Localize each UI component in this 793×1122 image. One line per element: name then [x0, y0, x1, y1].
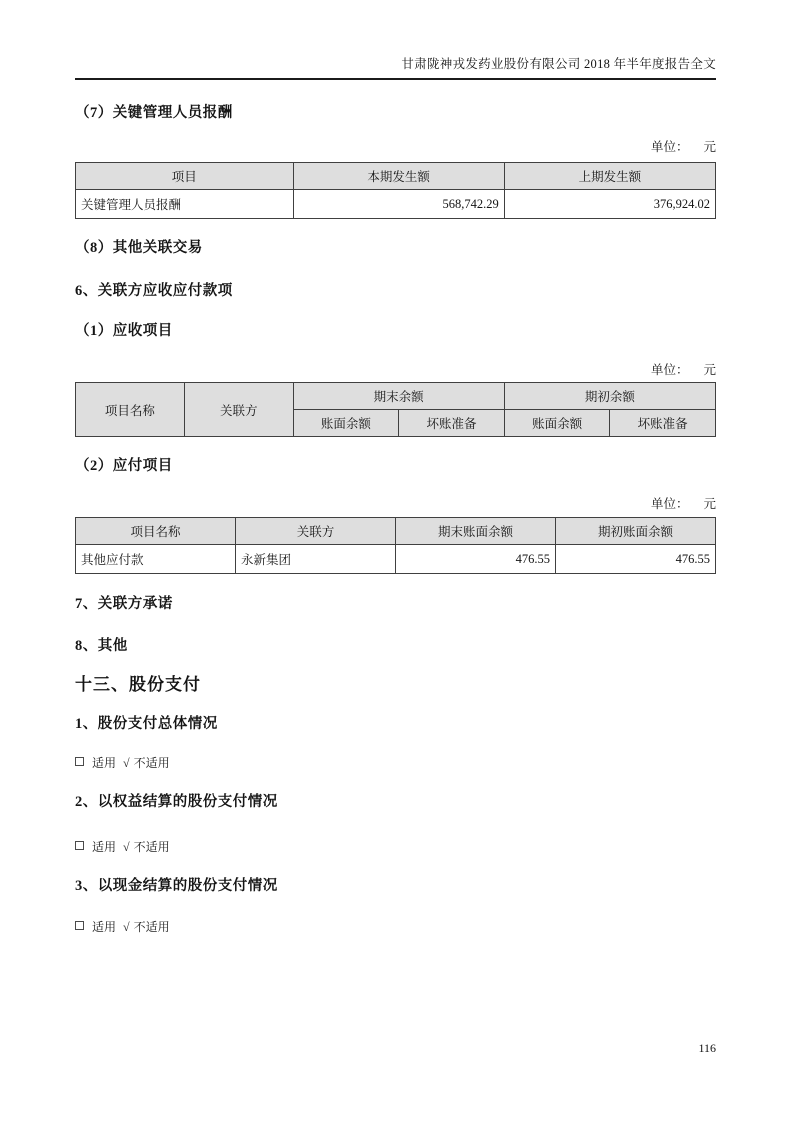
cell-ending-balance: 476.55: [396, 545, 556, 574]
checkbox-icon: [75, 921, 84, 930]
unit-value: 元: [703, 140, 716, 154]
subsection-heading-equity-settled: 2、以权益结算的股份支付情况: [75, 794, 278, 810]
payables-table: [75, 517, 716, 574]
col-group-beginning-balance: 期初余额: [504, 383, 715, 410]
unit-value: 元: [703, 363, 716, 377]
page-content: [75, 0, 716, 934]
check-mark: √: [123, 920, 130, 934]
section-heading-other-related-transactions: （8）其他关联交易: [75, 240, 203, 256]
cell-prior-amount: 376,924.02: [504, 190, 715, 219]
applicability-line: [75, 920, 716, 934]
applicability-line: [75, 756, 716, 770]
unit-label: 单位：: [650, 140, 689, 154]
not-applicable-label: 不适用: [133, 920, 170, 934]
receivables-table: [75, 382, 716, 437]
applicable-label: 适用: [92, 840, 117, 854]
cell-related-party: 永新集团: [236, 545, 396, 574]
not-applicable-label: 不适用: [133, 756, 170, 770]
section-heading-payables: （2）应付项目: [75, 458, 173, 474]
col-header-ending-book-balance: 期末账面余额: [396, 518, 556, 545]
subsection-heading-share-payment-overview: 1、股份支付总体情况: [75, 716, 218, 732]
table-header-row: [76, 163, 716, 190]
col-header-bad-debt-provision: 坏账准备: [399, 410, 505, 437]
col-header-related-party: 关联方: [184, 383, 293, 437]
col-header-bad-debt-provision: 坏账准备: [610, 410, 716, 437]
unit-note: [75, 497, 716, 511]
table-header-row: [76, 518, 716, 545]
col-header-prior-period: 上期发生额: [504, 163, 715, 190]
col-header-book-balance: 账面余额: [504, 410, 610, 437]
unit-value: 元: [703, 497, 716, 511]
section-heading-key-management-compensation: （7）关键管理人员报酬: [75, 105, 233, 121]
table-row: [76, 545, 716, 574]
unit-note: [75, 140, 716, 154]
table-header-row: [76, 383, 716, 410]
cell-beginning-balance: 476.55: [556, 545, 716, 574]
unit-label: 单位：: [650, 363, 689, 377]
applicable-label: 适用: [92, 756, 117, 770]
unit-label: 单位：: [650, 497, 689, 511]
col-group-ending-balance: 期末余额: [293, 383, 504, 410]
cell-item-name: 其他应付款: [76, 545, 236, 574]
col-header-item-name: 项目名称: [76, 518, 236, 545]
compensation-table: [75, 162, 716, 219]
chapter-heading-share-payment: 十三、股份支付: [75, 675, 201, 694]
section-heading-related-party-balances: 6、关联方应收应付款项: [75, 283, 233, 299]
unit-note: [75, 363, 716, 377]
col-header-related-party: 关联方: [236, 518, 396, 545]
section-heading-related-party-commitments: 7、关联方承诺: [75, 596, 173, 612]
col-header-book-balance: 账面余额: [293, 410, 399, 437]
not-applicable-label: 不适用: [133, 840, 170, 854]
col-header-current-period: 本期发生额: [293, 163, 504, 190]
col-header-item: 项目: [76, 163, 294, 190]
header-divider: [75, 78, 716, 80]
table-row: [76, 190, 716, 219]
check-mark: √: [123, 840, 130, 854]
section-heading-other: 8、其他: [75, 638, 128, 654]
checkbox-icon: [75, 841, 84, 850]
checkbox-icon: [75, 757, 84, 766]
applicability-line: [75, 840, 716, 854]
col-header-item-name: 项目名称: [76, 383, 185, 437]
col-header-beginning-book-balance: 期初账面余额: [556, 518, 716, 545]
section-heading-receivables: （1）应收项目: [75, 323, 173, 339]
page-number: 116: [698, 1041, 716, 1055]
subsection-heading-cash-settled: 3、以现金结算的股份支付情况: [75, 878, 278, 894]
cell-current-amount: 568,742.29: [293, 190, 504, 219]
applicable-label: 适用: [92, 920, 117, 934]
document-header-title: 甘肃陇神戎发药业股份有限公司 2018 年半年度报告全文: [401, 57, 716, 71]
cell-item-name: 关键管理人员报酬: [76, 190, 294, 219]
check-mark: √: [123, 756, 130, 770]
